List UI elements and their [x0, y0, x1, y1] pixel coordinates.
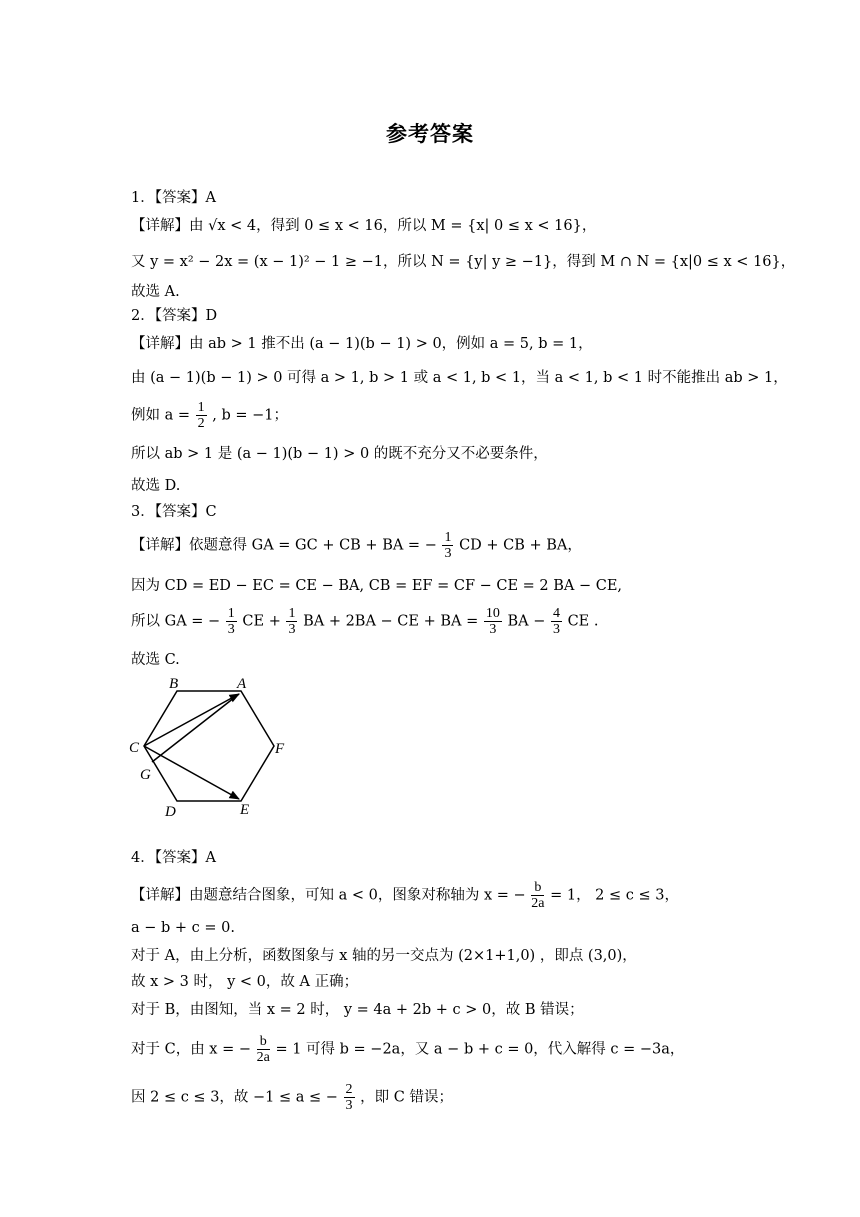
fraction-denominator: 2	[197, 416, 205, 431]
fraction-numerator: b	[257, 1034, 270, 1050]
q1-line-2: 又 y = x² − 2x = (x − 1)² − 1 ≥ −1，所以 N = {y| y ≥ −1}，得到 M ∩ N = {x|0 ≤ x < 16}，	[131, 254, 796, 270]
vertex-label-b: B	[169, 676, 179, 692]
q3-line-1-post: CD + CB + BA，	[459, 537, 582, 554]
segment-ga	[152, 694, 239, 762]
fraction-denominator: 3	[288, 622, 296, 637]
fraction-numerator: 10	[485, 606, 500, 621]
fraction-numerator: b	[531, 880, 544, 896]
vertex-label-e: E	[240, 802, 250, 818]
q3-line-4: 故选 C.	[131, 652, 180, 668]
q4-line-1-post: = 1， 2 ≤ c ≤ 3，	[550, 887, 679, 904]
point-label-g: G	[140, 767, 151, 783]
q2-header: 2．【答案】D	[131, 308, 218, 324]
arrow-ce	[144, 746, 239, 799]
fraction-numerator: 1	[227, 606, 235, 621]
fraction	[484, 606, 502, 637]
fraction	[531, 880, 544, 911]
fraction	[344, 1082, 355, 1113]
q3-line-1-pre: 【详解】依题意得 GA = GC + CB + BA = −	[131, 537, 437, 554]
fraction-denominator: 3	[345, 1098, 353, 1113]
q3-header: 3．【答案】C	[131, 504, 217, 520]
fraction-denominator: 3	[444, 546, 452, 561]
fraction	[226, 606, 237, 637]
q3-line-3-pre: 所以 GA = −	[131, 613, 221, 630]
fraction	[257, 1034, 270, 1065]
q3-line-3-mid3: BA −	[507, 613, 546, 630]
q4-line-1-pre: 【详解】由题意结合图象，可知 a < 0，图象对称轴为 x = −	[131, 887, 526, 904]
vertex-label-d: D	[165, 804, 176, 820]
q2-line-4: 所以 ab > 1 是 (a − 1)(b − 1) > 0 的既不充分又不必要条件，	[131, 446, 548, 462]
vertex-label-c: C	[129, 740, 140, 756]
q4-line-1	[131, 880, 679, 911]
q4-line-4: 故 x > 3 时， y < 0，故 A 正确；	[131, 974, 359, 990]
fraction-numerator: 1	[444, 530, 452, 545]
fraction-numerator: 1	[288, 606, 296, 621]
hexagon-figure	[129, 672, 299, 822]
q2-line-3-pre: 例如 a =	[131, 407, 191, 424]
fraction-denominator: 3	[489, 622, 497, 637]
q4-line-6-pre: 对于 C，由 x = −	[131, 1041, 252, 1058]
q3-line-3-mid1: CE +	[242, 613, 281, 630]
q1-header: 1．【答案】A	[131, 190, 216, 206]
q4-line-7	[131, 1082, 453, 1113]
fraction-denominator: 3	[227, 622, 235, 637]
q4-line-7-post: ，即 C 错误；	[360, 1089, 453, 1106]
q3-line-3	[131, 606, 598, 637]
fraction	[196, 400, 207, 431]
q3-line-3-mid2: BA + 2BA − CE + BA =	[303, 613, 479, 630]
q3-line-2: 因为 CD = ED − EC = CE − BA, CB = EF = CF − CE = 2 BA − CE,	[131, 578, 623, 594]
q1-line-1: 【详解】由 √x < 4，得到 0 ≤ x < 16，所以 M = {x| 0 ≤ x < 16}，	[131, 218, 597, 234]
q4-line-6-post: = 1 可得 b = −2a，又 a − b + c = 0，代入解得 c = −3a，	[275, 1041, 685, 1058]
q4-line-7-pre: 因 2 ≤ c ≤ 3，故 −1 ≤ a ≤ −	[131, 1089, 338, 1106]
q2-line-3-post: , b = −1；	[212, 407, 288, 424]
fraction	[551, 606, 562, 637]
fraction-numerator: 1	[197, 400, 205, 415]
fraction	[442, 530, 453, 561]
q1-line-3: 故选 A.	[131, 284, 180, 300]
q3-line-3-post: CE .	[567, 613, 599, 630]
arrow-ca	[144, 694, 239, 746]
q2-line-1: 【详解】由 ab > 1 推不出 (a − 1)(b − 1) > 0，例如 a = 5, b = 1，	[131, 336, 593, 352]
q2-line-3	[131, 400, 288, 431]
page-title: 参考答案	[386, 122, 474, 146]
q3-line-1	[131, 530, 582, 561]
vertex-label-a: A	[237, 676, 247, 692]
fraction	[286, 606, 297, 637]
fraction-denominator: 3	[552, 622, 560, 637]
q2-line-2: 由 (a − 1)(b − 1) > 0 可得 a > 1, b > 1 或 a < 1, b < 1，当 a < 1, b < 1 时不能推出 ab > 1，	[131, 370, 788, 386]
q4-line-2: a − b + c = 0.	[131, 920, 235, 936]
q4-line-3: 对于 A，由上分析，函数图象与 x 轴的另一交点为 (2×1+1,0) ，即点 (3,0)，	[131, 948, 637, 964]
fraction-denominator: 2a	[531, 896, 545, 911]
q2-line-5: 故选 D.	[131, 478, 181, 494]
q4-line-5: 对于 B，由图知，当 x = 2 时， y = 4a + 2b + c > 0，故 B 错误；	[131, 1002, 584, 1018]
fraction-numerator: 4	[552, 606, 560, 621]
q4-header: 4．【答案】A	[131, 850, 216, 866]
hexagon-outline	[144, 691, 274, 801]
q4-line-6	[131, 1034, 684, 1065]
fraction-denominator: 2a	[256, 1050, 270, 1065]
vertex-label-f: F	[275, 741, 285, 757]
fraction-numerator: 2	[345, 1082, 353, 1097]
